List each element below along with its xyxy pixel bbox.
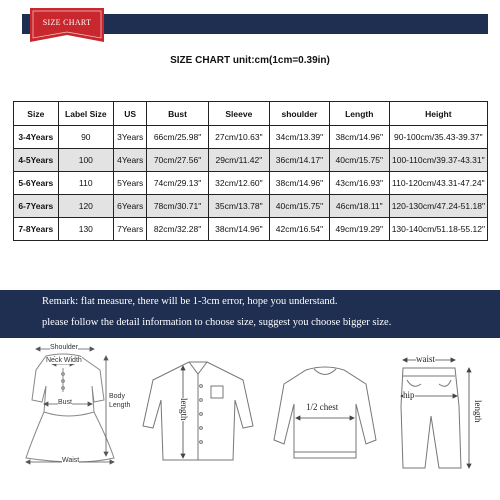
table-row xyxy=(14,149,488,172)
table-header-row xyxy=(14,102,488,126)
table-cell: 66cm/25.98" xyxy=(147,126,208,149)
table-cell: 110 xyxy=(58,172,113,195)
table-cell: 130 xyxy=(58,218,113,241)
size-table xyxy=(13,101,488,241)
table-cell: 5Years xyxy=(114,172,147,195)
column-header: Size xyxy=(14,102,59,126)
table-cell: 74cm/29.13" xyxy=(147,172,208,195)
shoulder-label: Shoulder xyxy=(50,344,79,351)
table-cell: 78cm/30.71" xyxy=(147,195,208,218)
table-cell: 34cm/13.39" xyxy=(270,126,330,149)
remark-band xyxy=(0,290,500,338)
table-row xyxy=(14,195,488,218)
table-cell: 3-4Years xyxy=(14,126,59,149)
table-cell: 46cm/18.11" xyxy=(329,195,389,218)
table-cell: 3Years xyxy=(114,126,147,149)
column-header: Label Size xyxy=(58,102,113,126)
table-row xyxy=(14,172,488,195)
table-row xyxy=(14,126,488,149)
table-cell: 42cm/16.54" xyxy=(270,218,330,241)
column-header: Height xyxy=(389,102,487,126)
column-header: Bust xyxy=(147,102,208,126)
table-cell: 5-6Years xyxy=(14,172,59,195)
waist-label: Waist xyxy=(62,457,80,464)
table-cell: 6-7Years xyxy=(14,195,59,218)
column-header: US xyxy=(114,102,147,126)
table-cell: 120-130cm/47.24-51.18" xyxy=(389,195,487,218)
remark-line-1: Remark: flat measure, there will be 1-3cm error, hope you understand. xyxy=(42,296,338,307)
table-cell: 90-100cm/35.43-39.37" xyxy=(389,126,487,149)
table-cell: 29cm/11.42" xyxy=(208,149,269,172)
table-cell: 38cm/14.96" xyxy=(270,172,330,195)
shirt-illustration xyxy=(133,340,263,490)
sweater-illustration xyxy=(268,340,383,490)
table-cell: 7Years xyxy=(114,218,147,241)
table-cell: 110-120cm/43.31-47.24" xyxy=(389,172,487,195)
column-header: shoulder xyxy=(270,102,330,126)
table-cell: 6Years xyxy=(114,195,147,218)
table-cell: 35cm/13.78" xyxy=(208,195,269,218)
table-cell: 27cm/10.63" xyxy=(208,126,269,149)
table-cell: 36cm/14.17" xyxy=(270,149,330,172)
table-cell: 100 xyxy=(58,149,113,172)
table-cell: 49cm/19.29" xyxy=(329,218,389,241)
pants-length-label: length xyxy=(473,400,483,423)
table-cell: 38cm/14.96" xyxy=(208,218,269,241)
size-chart-ribbon xyxy=(30,8,104,42)
shirt-measure-diagram xyxy=(133,340,263,490)
table-cell: 90 xyxy=(58,126,113,149)
sweater-measure-diagram xyxy=(268,340,383,490)
table-cell: 70cm/27.56" xyxy=(147,149,208,172)
table-cell: 4Years xyxy=(114,149,147,172)
table-cell: 32cm/12.60" xyxy=(208,172,269,195)
shirt-length-label: length xyxy=(179,398,189,421)
remark-line-2: please follow the detail information to choose size, suggest you choose bigger size. xyxy=(42,317,392,328)
chart-title: SIZE CHART unit:cm(1cm=0.39in) xyxy=(170,55,330,66)
table-cell: 40cm/15.75" xyxy=(329,149,389,172)
table-cell: 120 xyxy=(58,195,113,218)
table-cell: 7-8Years xyxy=(14,218,59,241)
bust-label: Bust xyxy=(58,399,73,406)
table-cell: 130-140cm/51.18-55.12" xyxy=(389,218,487,241)
table-cell: 4-5Years xyxy=(14,149,59,172)
body-length-label: Body Length xyxy=(109,392,133,410)
ribbon-label: SIZE CHART xyxy=(42,18,92,27)
table-cell: 40cm/15.75" xyxy=(270,195,330,218)
sweater-chest-label: 1/2 chest xyxy=(306,402,339,412)
column-header: Sleeve xyxy=(208,102,269,126)
neck-width-label: Neck Width xyxy=(46,357,82,364)
table-cell: 100-110cm/39.37-43.31" xyxy=(389,149,487,172)
column-header: Length xyxy=(329,102,389,126)
table-cell: 38cm/14.96" xyxy=(329,126,389,149)
dress-measure-diagram xyxy=(8,340,133,490)
table-cell: 82cm/32.28" xyxy=(147,218,208,241)
pants-measure-diagram xyxy=(385,340,495,490)
pants-hip-label: hip xyxy=(403,390,415,400)
pants-waist-label: waist xyxy=(416,354,435,364)
table-cell: 43cm/16.93" xyxy=(329,172,389,195)
table-row xyxy=(14,218,488,241)
